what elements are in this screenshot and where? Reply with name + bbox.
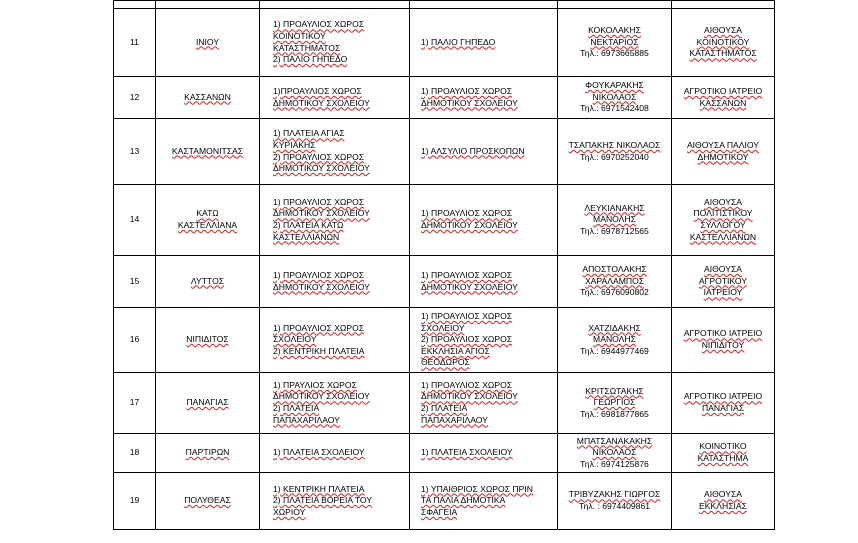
representative: ΚΟΚΟΛΑΚΗΣ ΝΕΚΤΑΡΙΟΣ Τηλ.: 6973665885 [558, 9, 672, 77]
main-location: 1) ΠΡΟΑΥΛΙΟΣ ΧΩΡΟΣ ΔΗΜΟΤΙΚΟΥ ΣΧΟΛΕΙΟΥ 2) ΠΛΑΤΕΙΑ ΚΑΤΩ ΚΑΣΤΕΛΛΙΑΝΩΝ [260, 185, 410, 256]
area-name: ΠΑΝΑΓΙΑΣ [156, 373, 260, 434]
representative: ΤΣΑΠΑΚΗΣ ΝΙΚΟΛΑΟΣ Τηλ.: 6970252040 [558, 119, 672, 185]
alternative-location: 1) ΠΡΟΑΥΛΙΟΣ ΧΩΡΟΣ ΔΗΜΟΤΙΚΟΥ ΣΧΟΛΕΙΟΥ 2) ΠΛΑΤΕΙΑ ΠΑΠΑΧΑΡΙΛΑΟΥ [410, 373, 558, 434]
area-name: ΚΑΣΣΑΝΩΝ [156, 77, 260, 119]
hall: ΑΙΘΟΥΣΑ ΠΟΛΙΤΙΣΤΙΚΟΥ ΣΥΛΛΟΓΟΥ ΚΑΣΤΕΛΛΙΑΝΩΝ [672, 185, 775, 256]
area-name: ΠΟΛΥΘΕΑΣ [156, 473, 260, 530]
table-row [114, 308, 775, 373]
hall: ΑΓΡΟΤΙΚΟ ΙΑΤΡΕΙΟ ΝΙΠΙΔΙΤΟΥ [672, 308, 775, 373]
row-number: 16 [114, 308, 156, 373]
representative: ΧΑΤΖΙΔΑΚΗΣ ΜΑΝΟΛΗΣ Τηλ.: 6944977469 [558, 308, 672, 373]
area-name: ΠΑΡΤΙΡΩΝ [156, 434, 260, 473]
row-number: 15 [114, 256, 156, 308]
main-location: 1)ΠΡΟΑΥΛΙΟΣ ΧΩΡΟΣ ΔΗΜΟΤΙΚΟΥ ΣΧΟΛΕΙΟΥ [260, 77, 410, 119]
row-number: 13 [114, 119, 156, 185]
row-number: 14 [114, 185, 156, 256]
area-name: ΛΥΤΤΟΣ [156, 256, 260, 308]
alternative-location: 1) ΠΑΛΙΟ ΓΗΠΕΔΟ [410, 9, 558, 77]
hall: ΑΓΡΟΤΙΚΟ ΙΑΤΡΕΙΟ ΠΑΝΑΓΙΑΣ [672, 373, 775, 434]
table-row [114, 473, 775, 530]
alternative-location: 1) ΠΡΟΑΥΛΙΟΣ ΧΩΡΟΣ ΔΗΜΟΤΙΚΟΥ ΣΧΟΛΕΙΟΥ [410, 185, 558, 256]
hall: ΑΙΘΟΥΣΑ ΑΓΡΟΤΙΚΟΥ ΙΑΤΡΕΙΟΥ [672, 256, 775, 308]
row-number: 12 [114, 77, 156, 119]
hall: ΑΓΡΟΤΙΚΟ ΙΑΤΡΕΙΟ ΚΑΣΣΑΝΩΝ [672, 77, 775, 119]
table-row-partial [114, 1, 775, 9]
representative: ΛΕΥΚΙΑΝΑΚΗΣ ΜΑΝΟΛΗΣ Τηλ.: 6978712565 [558, 185, 672, 256]
main-location: 1) ΠΛΑΤΕΙΑ ΣΧΟΛΕΙΟΥ [260, 434, 410, 473]
alternative-location: 1) ΠΡΟΑΥΛΙΟΣ ΧΩΡΟΣ ΣΧΟΛΕΙΟΥ 2) ΠΡΟΑΥΛΙΟΣ ΧΩΡΟΣ ΕΚΚΛΗΣΙΑ ΑΓΙΟΣ ΘΕΟΔΩΡΟΣ [410, 308, 558, 373]
stations-table [113, 0, 775, 530]
main-location: 1) ΠΡΑΥΛΙΟΣ ΧΩΡΟΣ ΔΗΜΟΤΙΚΟΥ ΣΧΟΛΕΙΟΥ 2) ΠΛΑΤΕΙΑ ΠΑΠΑΧΑΡΙΛΑΟΥ [260, 373, 410, 434]
hall: ΑΙΘΟΥΣΑ ΕΚΚΛΗΣΙΑΣ [672, 473, 775, 530]
hall: ΑΙΘΟΥΣΑ ΠΑΛΙΟΥ ΔΗΜΟΤΙΚΟΥ [672, 119, 775, 185]
row-number: 17 [114, 373, 156, 434]
main-location: 1) ΠΡΟΑΥΛΙΟΣ ΧΩΡΟΣ ΣΧΟΛΕΙΟΥ 2) ΚΕΝΤΡΙΚΗ ΠΛΑΤΕΙΑ [260, 308, 410, 373]
main-location: 1) ΠΡΟΑΥΛΙΟΣ ΧΩΡΟΣ ΔΗΜΟΤΙΚΟΥ ΣΧΟΛΕΙΟΥ [260, 256, 410, 308]
alternative-location: 1) ΠΡΟΑΥΛΙΟΣ ΧΩΡΟΣ ΔΗΜΟΤΙΚΟΥ ΣΧΟΛΕΙΟΥ [410, 256, 558, 308]
area-name: ΙΝΙΟΥ [156, 9, 260, 77]
hall: ΚΟΙΝΟΤΙΚΟ ΚΑΤΑΣΤΗΜΑ [672, 434, 775, 473]
alternative-location: 1) ΥΠΑΙΘΡΙΟΣ ΧΩΡΟΣ ΠΡΙΝ ΤΑ ΠΑΛΙΑ ΔΗΜΟΤΙΚΑ ΣΦΑΓΕΙΑ [410, 473, 558, 530]
table-row [114, 373, 775, 434]
hall: ΑΙΘΟΥΣΑ ΚΟΙΝΟΤΙΚΟΥ ΚΑΤΑΣΤΗΜΑΤΟΣ [672, 9, 775, 77]
representative: ΦΟΥΚΑΡΑΚΗΣ ΝΙΚΟΛΑΟΣ Τηλ.: 6971542408 [558, 77, 672, 119]
table-row [114, 434, 775, 473]
area-name: ΚΑΤΩ ΚΑΣΤΕΛΛΙΑΝΑ [156, 185, 260, 256]
main-location: 1) ΠΛΑΤΕΙΑ ΑΓΙΑΣ ΚΥΡΙΑΚΗΣ 2) ΠΡΟΑΥΛΙΟΣ ΧΩΡΟΣ ΔΗΜΟΤΙΚΟΥ ΣΧΟΛΕΙΟΥ [260, 119, 410, 185]
main-location: 1) ΠΡΟΑΥΛΙΟΣ ΧΩΡΟΣ ΚΟΙΝΟΤΙΚΟΥ ΚΑΤΑΣΤΗΜΑΤΟΣ 2) ΠΑΛΙΟ ΓΗΠΕΔΟ [260, 9, 410, 77]
table-row [114, 9, 775, 77]
main-location: 1) ΚΕΝΤΡΙΚΗ ΠΛΑΤΕΙΑ 2) ΠΛΑΤΕΙΑ ΒΟΡΕΙΑ ΤΟΥ ΧΩΡΙΟΥ [260, 473, 410, 530]
alternative-location: 1) ΑΛΣΥΛΙΟ ΠΡΟΣΚΟΠΩΝ [410, 119, 558, 185]
row-number: 18 [114, 434, 156, 473]
table-row [114, 256, 775, 308]
alternative-location: 1) ΠΛΑΤΕΙΑ ΣΧΟΛΕΙΟΥ [410, 434, 558, 473]
area-name: ΝΙΠΙΔΙΤΟΣ [156, 308, 260, 373]
row-number: 11 [114, 9, 156, 77]
area-name: ΚΑΣΤΑΜΟΝΙΤΣΑΣ [156, 119, 260, 185]
representative: ΤΡΙΒΥΖΑΚΗΣ ΓΙΩΡΓΟΣ Τηλ. : 6974409861 [558, 473, 672, 530]
table-row [114, 77, 775, 119]
row-number: 19 [114, 473, 156, 530]
table-row [114, 185, 775, 256]
representative: ΜΠΑΤΣΑΝΑΚΑΚΗΣ ΝΙΚΟΛΑΟΣ Τηλ.: 6974125876 [558, 434, 672, 473]
representative: ΑΠΟΣΤΟΛΑΚΗΣ ΧΑΡΑΛΑΜΠΟΣ Τηλ.: 6976090802 [558, 256, 672, 308]
representative: ΚΡΙΤΣΩΤΑΚΗΣ ΓΕΩΡΓΙΟΣ Τηλ.: 6981877865 [558, 373, 672, 434]
table-row [114, 119, 775, 185]
alternative-location: 1) ΠΡΟΑΥΛΙΟΣ ΧΩΡΟΣ ΔΗΜΟΤΙΚΟΥ ΣΧΟΛΕΙΟΥ [410, 77, 558, 119]
